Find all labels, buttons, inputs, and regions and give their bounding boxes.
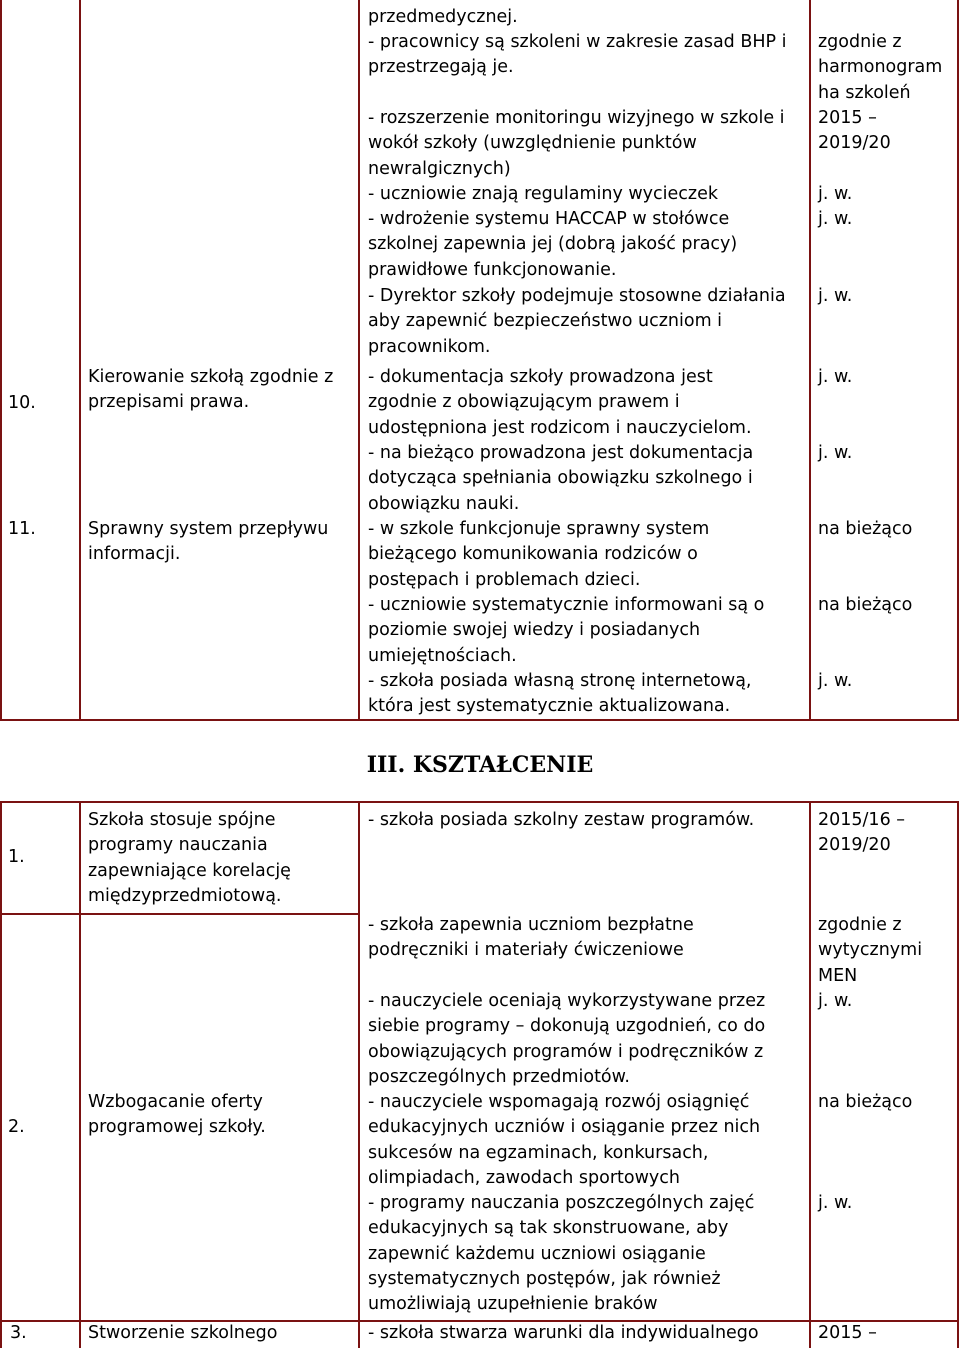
time-cell: j. w. — [818, 443, 853, 463]
table-border — [0, 0, 2, 721]
time-cell: j. w. — [818, 367, 853, 387]
area-cell: Szkoła stosuje spójne programy nauczania zapewniające korelację międzyprzedmiotową. — [88, 810, 291, 906]
table-border — [809, 0, 811, 721]
row-number: 2. — [8, 1117, 25, 1137]
area-cell: Stworzenie szkolnego — [88, 1323, 278, 1343]
table-border — [957, 0, 959, 721]
row-number: 11. — [8, 519, 36, 539]
table-border — [957, 801, 959, 1348]
time-cell: j. w. — [818, 671, 853, 691]
table-border — [0, 801, 2, 1348]
task-cell: - szkoła zapewnia uczniom bezpłatne podręczniki i materiały ćwiczeniowe — [368, 915, 694, 961]
time-cell: 2015 – — [818, 1323, 877, 1343]
area-cell: Wzbogacanie oferty programowej szkoły. — [88, 1092, 266, 1138]
table-border — [358, 0, 360, 721]
task-cell: - szkoła stwarza warunki dla indywidualnego — [368, 1323, 759, 1343]
time-cell: na bieżąco — [818, 595, 913, 615]
time-cell: j. w. — [818, 286, 853, 306]
time-cell: j. w. — [818, 209, 853, 229]
table-border — [0, 801, 959, 803]
area-cell: Kierowanie szkołą zgodnie z przepisami prawa. — [88, 367, 334, 413]
table-border — [79, 0, 81, 721]
table-border — [79, 801, 81, 1348]
task-cell: - nauczyciele wspomagają rozwój osiągnięć edukacyjnych uczniów i osiąganie przez nich sukcesów na egzaminach, konkursach, olimpiadach, zawodach sportowych — [368, 1092, 761, 1188]
task-cell: - Dyrektor szkoły podejmuje stosowne działania aby zapewnić bezpieczeństwo uczniom i pracownikom. — [368, 286, 786, 357]
task-cell: przedmedycznej. — [368, 7, 518, 27]
row-number: 10. — [8, 393, 36, 413]
time-cell: j. w. — [818, 184, 853, 204]
task-cell: - programy nauczania poszczególnych zajęć edukacyjnych są tak skonstruowane, aby zapewnić każdemu uczniowi osiąganie systematycznych postępów, jak również umożliwiają uzupełnienie braków — [368, 1193, 755, 1315]
table-border — [358, 801, 360, 1348]
task-cell: - szkoła posiada szkolny zestaw programów. — [368, 810, 755, 830]
time-cell: na bieżąco — [818, 1092, 913, 1112]
time-cell: j. w. — [818, 991, 853, 1011]
task-cell: - szkoła posiada własną stronę internetową, która jest systematycznie aktualizowana. — [368, 671, 752, 717]
task-cell: - wdrożenie systemu HACCAP w stołówce szkolnej zapewnia jej (dobrą jakość pracy) prawidłowe funkcjonowanie. — [368, 209, 738, 280]
time-cell: 2015 – 2019/20 — [818, 108, 891, 154]
row-number: 1. — [8, 847, 25, 867]
time-cell: 2015/16 – 2019/20 — [818, 810, 906, 856]
task-cell: - w szkole funkcjonuje sprawny system bieżącego komunikowania rodziców o postępach i problemach dzieci. — [368, 519, 710, 590]
time-cell: zgodnie z wytycznymi MEN — [818, 915, 923, 986]
task-cell: - pracownicy są szkoleni w zakresie zasad BHP i przestrzegają je. — [368, 32, 787, 78]
task-cell: - dokumentacja szkoły prowadzona jest zgodnie z obowiązującym prawem i udostępniona jest rodzicom i nauczycielom. — [368, 367, 752, 438]
table-border — [809, 801, 811, 1348]
table-border — [0, 913, 358, 915]
time-cell: na bieżąco — [818, 519, 913, 539]
task-cell: - nauczyciele oceniają wykorzystywane przez siebie programy – dokonują uzgodnień, co do obowiązujących programów i podręczników z poszczególnych przedmiotów. — [368, 991, 766, 1087]
time-cell: zgodnie z harmonogram ha szkoleń — [818, 32, 943, 103]
time-cell: j. w. — [818, 1193, 853, 1213]
row-number: 3. — [10, 1323, 27, 1343]
task-cell: - uczniowie znają regulaminy wycieczek — [368, 184, 718, 204]
section-title: III. KSZTAŁCENIE — [366, 752, 594, 778]
task-cell: - uczniowie systematycznie informowani są o poziomie swojej wiedzy i posiadanych umiejętnościach. — [368, 595, 765, 666]
area-cell: Sprawny system przepływu informacji. — [88, 519, 329, 565]
task-cell: - rozszerzenie monitoringu wizyjnego w szkole i wokół szkoły (uwzględnienie punktów newralgicznych) — [368, 108, 785, 179]
task-cell: - na bieżąco prowadzona jest dokumentacja dotycząca spełniania obowiązku szkolnego i obowiązku nauki. — [368, 443, 754, 514]
